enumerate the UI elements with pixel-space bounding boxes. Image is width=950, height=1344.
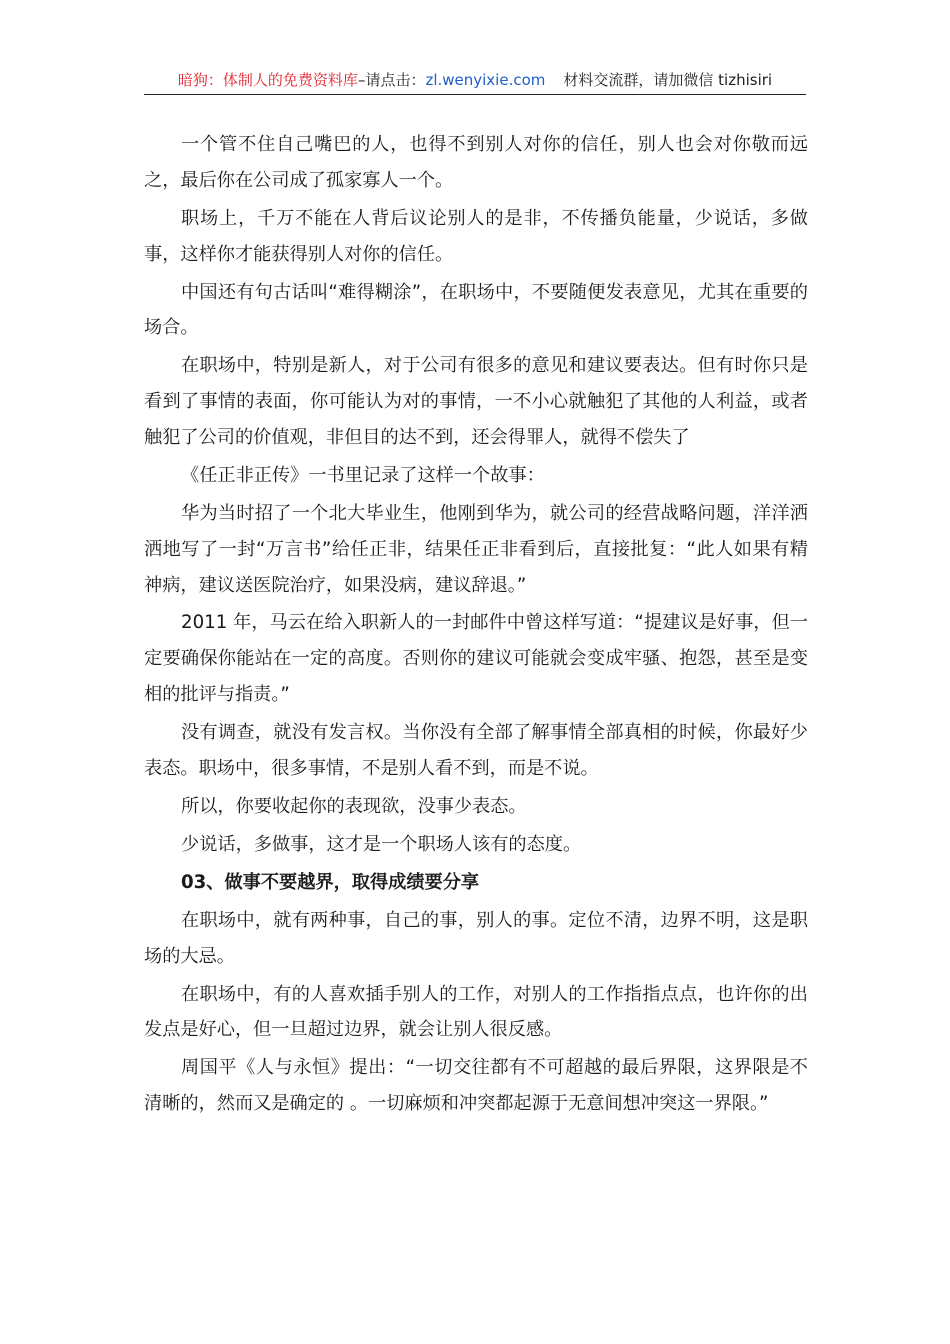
paragraph: 在职场中，有的人喜欢插手别人的工作，对别人的工作指指点点，也许你的出发点是好心，但一旦超过边界，就会让别人很反感。: [144, 983, 808, 1041]
paragraph: 《任正非正传》一书里记录了这样一个故事：: [181, 464, 545, 486]
header-separator: –请点击：: [357, 71, 426, 89]
header-brand: 暗狗：体制人的免费资料库: [177, 71, 358, 89]
article-body: [144, 127, 808, 1124]
paragraph: 华为当时招了一个北大毕业生，他刚到华为，就公司的经营战略问题，洋洋洒洒地写了一封“万言书”给任正非，结果任正非看到后，直接批复：“此人如果有精神病，建议送医院治疗，如果没病，建议辞退。”: [144, 502, 808, 596]
page-header: [144, 68, 806, 95]
paragraph: 没有调查，就没有发言权。当你没有全部了解事情全部真相的时候，你最好少表态。职场中，很多事情，不是别人看不到，而是不说。: [144, 722, 808, 779]
paragraph: 少说话，多做事，这才是一个职场人该有的态度。: [181, 833, 582, 855]
paragraph: 一个管不住自己嘴巴的人，也得不到别人对你的信任，别人也会对你敬而远之，最后你在公司成了孤家寡人一个。: [144, 134, 808, 191]
paragraph: 周国平《人与永恒》提出：“一切交往都有不可超越的最后界限，这界限是不清晰的，然而又是确定的 。一切麻烦和冲突都起源于无意间想冲突这一界限。”: [144, 1057, 808, 1115]
paragraph: 在职场中，特别是新人，对于公司有很多的意见和建议要表达。但有时你只是看到了事情的表面，你可能认为对的事情，一不小心就触犯了其他的人利益，或者触犯了公司的价值观，非但目的达不到，还会得罪人，就得不偿失了: [144, 355, 808, 448]
section-heading: 03、做事不要越界，取得成绩要分享: [181, 871, 480, 893]
paragraph: 所以，你要收起你的表现欲，没事少表态。: [181, 795, 527, 817]
header-wechat-note: 材料交流群，请加微信 tizhisiri: [563, 71, 773, 89]
header-link[interactable]: zl.wenyixie.com: [425, 71, 546, 89]
paragraph: 职场上，千万不能在人背后议论别人的是非，不传播负能量，少说话，多做事，这样你才能获得别人对你的信任。: [144, 207, 808, 265]
paragraph: 在职场中，就有两种事，自己的事，别人的事。定位不清，边界不明，这是职场的大忌。: [144, 909, 808, 967]
paragraph: 中国还有句古话叫“难得糊涂”，在职场中，不要随便发表意见，尤其在重要的场合。: [144, 281, 808, 339]
paragraph: 2011 年，马云在给入职新人的一封邮件中曾这样写道：“提建议是好事，但一定要确保你能站在一定的高度。否则你的建议可能就会变成牢骚、抱怨，甚至是变相的批评与指责。”: [144, 612, 808, 706]
